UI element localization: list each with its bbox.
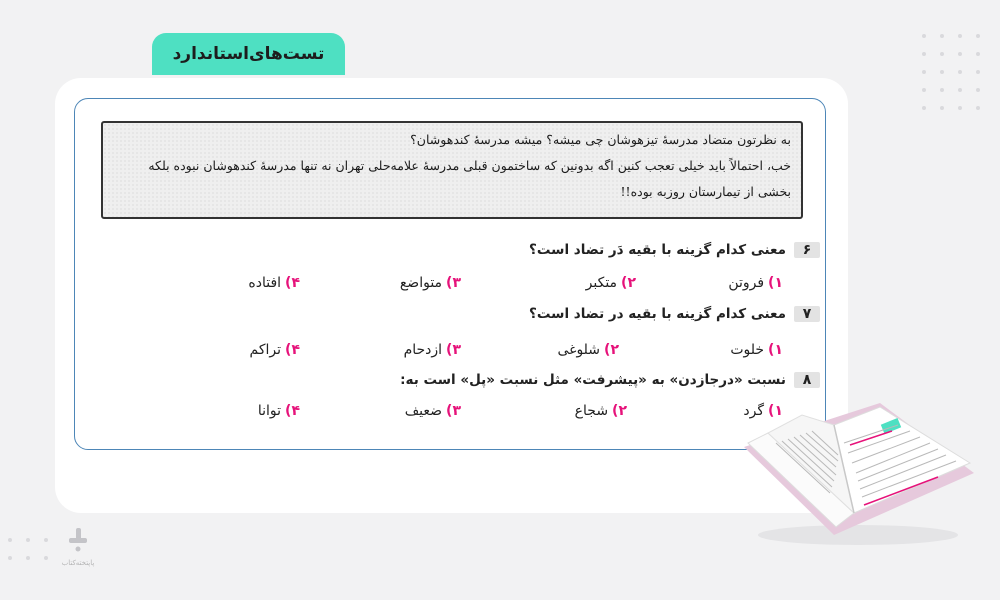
publisher-logo [58, 527, 98, 567]
open-book-illustration [742, 385, 974, 555]
question-number: ۶ [794, 242, 820, 258]
question-text: نسبت «درجازدن» به «پیشرفت» مثل نسبت «پل» است به: [400, 372, 786, 388]
logo-label: پاپتخته‌کتاب [61, 559, 95, 567]
passage-line: بخشی از تیمارستان روزبه بوده!! [620, 184, 791, 199]
question-number: ۸ [794, 372, 820, 388]
option-3[interactable]: ۳)متواضع [399, 275, 461, 291]
section-tag: تست‌های‌استاندارد [152, 33, 345, 75]
option-2[interactable]: ۲)متکبر [585, 275, 636, 291]
option-4[interactable]: ۴)تراکم [249, 342, 300, 358]
decorative-dots [922, 34, 980, 110]
option-2[interactable]: ۲)شلوغی [557, 342, 619, 358]
option-1[interactable]: ۱)خلوت [730, 342, 783, 358]
question-6 [529, 242, 820, 258]
question-7 [529, 306, 820, 322]
logo-mark-icon [67, 527, 89, 553]
option-3[interactable]: ۳)ازدحام [403, 342, 461, 358]
option-2[interactable]: ۲)شجاع [574, 403, 627, 419]
intro-passage [101, 121, 803, 219]
option-1[interactable]: ۱)گرد [743, 403, 783, 419]
passage-line: خب، احتمالاً باید خیلی تعجب کنین اگه بدونین که ساختمون قبلی مدرسهٔ علامه‌حلی تهران نه تنها مدرسهٔ کندهوشان نبوده بلکه [148, 158, 791, 173]
option-4[interactable]: ۴)افتاده [248, 275, 300, 291]
option-1[interactable]: ۱)فروتن [728, 275, 783, 291]
question-text: معنی کدام گزینه با بقیه در تضاد است؟ [529, 306, 786, 322]
option-3[interactable]: ۳)ضعیف [404, 403, 461, 419]
option-4[interactable]: ۴)توانا [257, 403, 300, 419]
passage-line: به نظرتون متضاد مدرسهٔ تیزهوشان چی میشه؟ میشه مدرسهٔ کندهوشان؟ [410, 132, 791, 147]
question-number: ۷ [794, 306, 820, 322]
decorative-dots [8, 538, 48, 560]
question-text: معنی کدام گزینه با بقیه دَر تضاد است؟ [529, 242, 786, 258]
